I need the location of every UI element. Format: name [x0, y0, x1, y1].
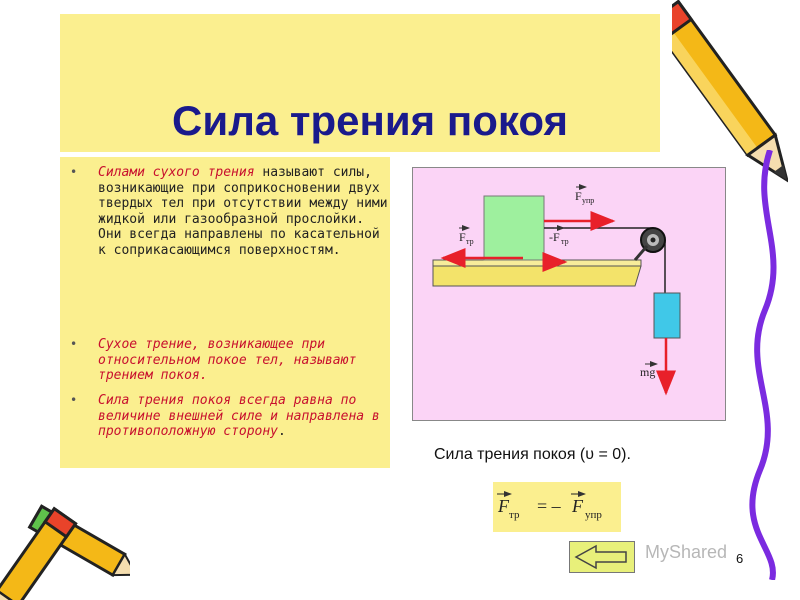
title-box — [60, 14, 660, 152]
formula-operator: = – — [537, 496, 561, 516]
bullet-marker: • — [70, 337, 78, 351]
back-button[interactable] — [569, 541, 635, 573]
friction-diagram — [412, 167, 726, 421]
formula-box — [493, 482, 621, 532]
bullet-marker: • — [70, 393, 78, 407]
label-f-upr-sub: упр — [582, 196, 595, 205]
bullet-text: называют силы, возникающие при соприкосновении двух твердых тел при отсутствии между ними жидкой или газообразной прослойки. Они всегда направлены по касательной к соприкасающимся поверхностям. — [98, 165, 388, 258]
page-number: 6 — [736, 551, 744, 566]
diagram-caption: Сила трения покоя (υ = 0). — [434, 446, 631, 463]
bullet-highlight: Силами сухого трения — [98, 165, 255, 180]
bullet-highlight: Сухое трение, возникающее при относительном покое тел, называют трением покоя. — [98, 337, 357, 384]
formula-rhs-sub: упр — [585, 509, 602, 521]
page-title: Сила трения покоя — [172, 97, 568, 144]
label-f-upr: F — [575, 189, 582, 203]
table-top — [433, 260, 641, 266]
formula-lhs: F — [498, 496, 509, 516]
hanging-weight — [654, 293, 680, 338]
bullet-item — [98, 337, 390, 384]
block — [484, 196, 544, 260]
label-mg: mg — [640, 365, 656, 379]
label-f-tr-sub: тр — [466, 237, 474, 246]
bullet-text: . — [278, 424, 286, 440]
formula-rhs: F — [572, 496, 583, 516]
bullet-marker: • — [70, 165, 78, 179]
bullet-item — [98, 393, 390, 440]
pencil-icon — [0, 480, 130, 600]
label-neg-f-tr-sub: тр — [561, 237, 569, 246]
watermark: MyShared — [645, 542, 728, 562]
label-f-tr: F — [459, 230, 466, 244]
label-neg-f-tr: -F — [549, 230, 560, 244]
bullet-highlight: Сила трения покоя всегда равна по величине внешней силе и направлена в противоположную сторону — [98, 393, 380, 440]
formula-lhs-sub: тр — [509, 509, 520, 521]
text-box — [60, 157, 390, 468]
bullet-item — [98, 165, 390, 259]
back-arrow-icon — [570, 542, 634, 572]
squiggle-decoration — [740, 150, 800, 580]
